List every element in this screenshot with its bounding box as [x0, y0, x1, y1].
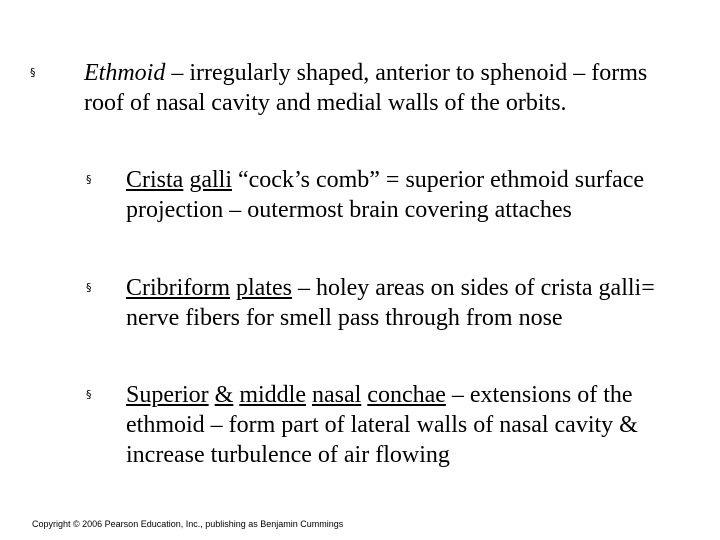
- term-conchae: conchae: [367, 382, 446, 408]
- term-cribriform: Cribriform: [126, 275, 230, 301]
- bullet-marker: §: [86, 173, 92, 186]
- cribriform-description: – holey areas on sides of crista galli= nerve fibers for smell pass through from nose: [126, 275, 655, 331]
- term-crista: Crista: [126, 167, 184, 193]
- term-nasal: nasal: [311, 382, 362, 408]
- bullet-marker: §: [86, 388, 92, 401]
- term-middle: middle: [239, 382, 306, 408]
- bullet-ethmoid: [30, 58, 690, 118]
- term-galli: galli: [189, 167, 232, 193]
- bullet-text: [126, 273, 686, 333]
- bullet-crista-galli: [86, 165, 686, 225]
- ethmoid-description: – irregularly shaped, anterior to sphenoid – forms roof of nasal cavity and medial walls of the orbits.: [84, 60, 648, 116]
- bullet-nasal-conchae: [86, 380, 686, 470]
- copyright-footer: Copyright © 2006 Pearson Education, Inc., publishing as Benjamin Cummings: [32, 519, 344, 529]
- bullet-text: [126, 165, 686, 225]
- bullet-text: [84, 58, 690, 118]
- bullet-text: [126, 380, 686, 470]
- term-superior: Superior: [126, 382, 209, 408]
- term-ethmoid: Ethmoid: [84, 60, 166, 86]
- bullet-cribriform-plates: [86, 273, 686, 333]
- bullet-marker: §: [86, 281, 92, 294]
- crista-description: “cock’s comb” = superior ethmoid surface projection – outermost brain covering attaches: [126, 167, 645, 223]
- conchae-description: – extensions of the ethmoid – form part of lateral walls of nasal cavity & increase turbulence of air flowing: [126, 382, 638, 468]
- term-plates: plates: [235, 275, 292, 301]
- bullet-marker: §: [30, 66, 36, 79]
- term-ampersand: &: [214, 382, 234, 408]
